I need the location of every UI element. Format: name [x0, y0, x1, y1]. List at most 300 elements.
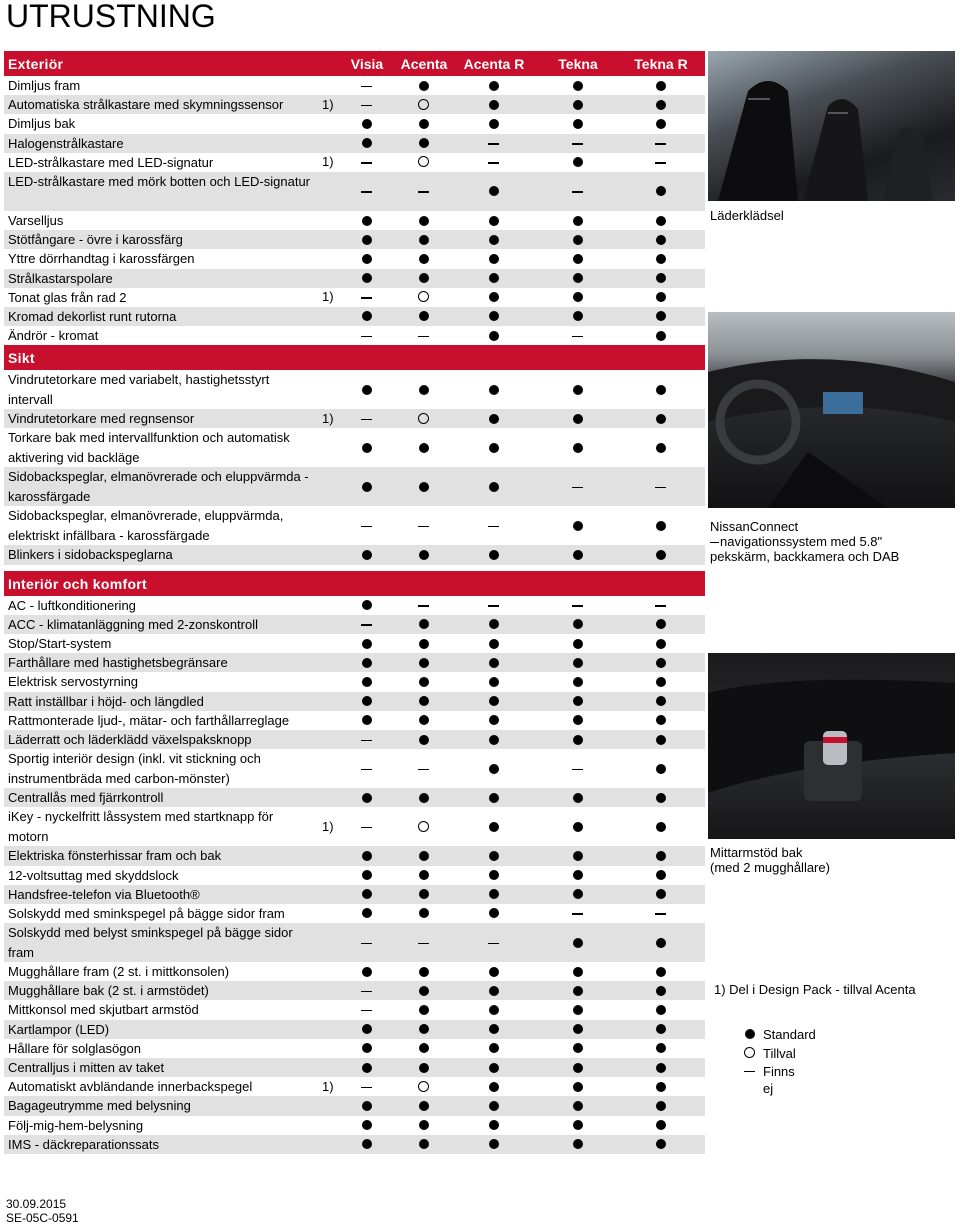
- table-row: [4, 172, 705, 211]
- standard-dot-icon: [571, 155, 585, 169]
- row-label: Yttre dörrhandtag i karossfärgen: [8, 251, 195, 267]
- standard-dot-icon: [654, 329, 668, 343]
- table-row: [4, 269, 705, 288]
- standard-dot-icon: [654, 441, 668, 455]
- standard-dot-icon: [571, 820, 585, 834]
- standard-dot-icon: [571, 1080, 585, 1094]
- optional-circle-icon: [417, 155, 431, 169]
- leather-seats-photo: [708, 51, 955, 201]
- standard-dot-icon: [417, 233, 431, 247]
- standard-dot-icon: [571, 1041, 585, 1055]
- standard-dot-icon: [654, 694, 668, 708]
- standard-dot-icon: [654, 936, 668, 950]
- standard-dot-icon: [417, 733, 431, 747]
- standard-dot-icon: [360, 906, 374, 920]
- standard-dot-icon: [654, 762, 668, 776]
- footnote: 1) Del i Design Pack - tillval Acenta: [714, 982, 916, 997]
- standard-dot-icon: [487, 117, 501, 131]
- optional-circle-icon: [417, 98, 431, 112]
- row-footnote-ref: 1): [322, 154, 334, 170]
- not-available-dash-icon: [360, 617, 374, 631]
- standard-dot-icon: [360, 868, 374, 882]
- standard-dot-icon: [417, 675, 431, 689]
- standard-dot-icon: [654, 733, 668, 747]
- standard-dot-icon: [360, 965, 374, 979]
- standard-dot-icon: [360, 791, 374, 805]
- standard-dot-icon: [417, 214, 431, 228]
- row-label: Ändrör - kromat: [8, 328, 99, 344]
- table-row: [4, 249, 705, 268]
- not-available-dash-icon: [487, 155, 501, 169]
- standard-dot-icon: [360, 480, 374, 494]
- optional-circle-icon: [743, 1046, 757, 1060]
- not-available-dash-icon: [360, 290, 374, 304]
- standard-dot-icon: [654, 548, 668, 562]
- standard-dot-icon: [417, 887, 431, 901]
- equipment-table: [4, 51, 705, 1154]
- standard-dot-icon: [417, 791, 431, 805]
- standard-dot-icon: [360, 656, 374, 670]
- standard-dot-icon: [743, 1027, 757, 1041]
- table-row: [4, 788, 705, 807]
- standard-dot-icon: [571, 791, 585, 805]
- not-available-dash-icon: [571, 598, 585, 612]
- standard-dot-icon: [487, 849, 501, 863]
- standard-dot-icon: [654, 519, 668, 533]
- standard-dot-icon: [360, 309, 374, 323]
- table-row: [4, 634, 705, 653]
- standard-dot-icon: [654, 98, 668, 112]
- footer-date: 30.09.2015: [6, 1197, 67, 1211]
- standard-dot-icon: [654, 1099, 668, 1113]
- legend-label: Standard: [763, 1027, 816, 1042]
- table-row: [4, 981, 705, 1000]
- standard-dot-icon: [360, 383, 374, 397]
- row-label: Vindrutetorkare med variabelt, hastighetsstyrt intervall: [8, 372, 270, 407]
- standard-dot-icon: [654, 214, 668, 228]
- standard-dot-icon: [487, 1118, 501, 1132]
- standard-dot-icon: [571, 675, 585, 689]
- row-label: Stop/Start-system: [8, 636, 112, 651]
- standard-dot-icon: [487, 329, 501, 343]
- row-label: Rattmonterade ljud-, mätar- och farthållarreglage: [8, 712, 290, 728]
- not-available-dash-icon: [654, 155, 668, 169]
- standard-dot-icon: [571, 965, 585, 979]
- row-label: Följ-mig-hem-belysning: [8, 1117, 144, 1133]
- row-label: 12-voltsuttag med skyddslock: [8, 867, 179, 883]
- standard-dot-icon: [654, 271, 668, 285]
- row-footnote-ref: 1): [322, 96, 334, 112]
- not-available-dash-icon: [487, 519, 501, 533]
- row-label: Mugghållare fram (2 st. i mittkonsolen): [8, 964, 230, 980]
- not-available-dash-icon: [417, 936, 431, 950]
- section-title: Sikt: [8, 350, 35, 367]
- standard-dot-icon: [654, 713, 668, 727]
- photo-caption-leather: Läderklädsel: [710, 208, 784, 223]
- photo-caption-armrest: Mittarmstöd bak (med 2 mugghållare): [710, 845, 830, 875]
- standard-dot-icon: [487, 906, 501, 920]
- standard-dot-icon: [360, 1022, 374, 1036]
- table-row: [4, 730, 705, 749]
- standard-dot-icon: [417, 117, 431, 131]
- table-row: [4, 749, 705, 788]
- table-row: [4, 211, 705, 230]
- standard-dot-icon: [654, 1061, 668, 1075]
- standard-dot-icon: [571, 733, 585, 747]
- standard-dot-icon: [360, 1099, 374, 1113]
- standard-dot-icon: [487, 214, 501, 228]
- column-header: Tekna: [558, 56, 598, 72]
- standard-dot-icon: [654, 117, 668, 131]
- table-row: [4, 596, 705, 615]
- standard-dot-icon: [417, 79, 431, 93]
- not-available-dash-icon: [360, 329, 374, 343]
- row-label: Farthållare med hastighetsbegränsare: [8, 655, 228, 671]
- rear-armrest-photo: [708, 653, 955, 839]
- standard-dot-icon: [571, 548, 585, 562]
- not-available-dash-icon: [654, 480, 668, 494]
- not-available-dash-icon: [487, 598, 501, 612]
- standard-dot-icon: [571, 1099, 585, 1113]
- standard-dot-icon: [417, 136, 431, 150]
- standard-dot-icon: [654, 233, 668, 247]
- standard-dot-icon: [417, 617, 431, 631]
- row-label: iKey - nyckelfritt låssystem med startknapp för motorn: [8, 809, 274, 844]
- standard-dot-icon: [571, 519, 585, 533]
- not-available-dash-icon: [571, 184, 585, 198]
- optional-circle-icon: [417, 412, 431, 426]
- not-available-dash-icon: [571, 762, 585, 776]
- not-available-dash-icon: [360, 936, 374, 950]
- standard-dot-icon: [487, 79, 501, 93]
- standard-dot-icon: [487, 441, 501, 455]
- row-label: Strålkastarspolare: [8, 270, 113, 286]
- table-row: [4, 409, 705, 428]
- standard-dot-icon: [654, 79, 668, 93]
- standard-dot-icon: [417, 637, 431, 651]
- standard-dot-icon: [487, 637, 501, 651]
- standard-dot-icon: [654, 656, 668, 670]
- standard-dot-icon: [417, 656, 431, 670]
- standard-dot-icon: [360, 271, 374, 285]
- standard-dot-icon: [417, 271, 431, 285]
- standard-dot-icon: [571, 694, 585, 708]
- standard-dot-icon: [417, 694, 431, 708]
- not-available-dash-icon: [360, 984, 374, 998]
- standard-dot-icon: [487, 1061, 501, 1075]
- standard-dot-icon: [487, 1137, 501, 1151]
- standard-dot-icon: [571, 713, 585, 727]
- standard-dot-icon: [417, 1022, 431, 1036]
- standard-dot-icon: [417, 1137, 431, 1151]
- table-row: [4, 370, 705, 409]
- standard-dot-icon: [417, 1099, 431, 1113]
- row-footnote-ref: 1): [322, 818, 334, 834]
- standard-dot-icon: [487, 1022, 501, 1036]
- standard-dot-icon: [360, 1061, 374, 1075]
- optional-circle-icon: [417, 1080, 431, 1094]
- row-label: Vindrutetorkare med regnsensor: [8, 411, 195, 427]
- standard-dot-icon: [571, 1137, 585, 1151]
- table-row: [4, 153, 705, 172]
- not-available-dash-icon: [417, 762, 431, 776]
- standard-dot-icon: [487, 548, 501, 562]
- row-label: Mittkonsol med skjutbart armstöd: [8, 1002, 199, 1018]
- table-row: [4, 1135, 705, 1154]
- column-header: Visia: [350, 56, 384, 72]
- table-row: [4, 95, 705, 114]
- table-row: [4, 76, 705, 95]
- standard-dot-icon: [571, 637, 585, 651]
- not-available-dash-icon: [417, 519, 431, 533]
- standard-dot-icon: [417, 548, 431, 562]
- row-label: Stötfångare - övre i karossfärg: [8, 232, 183, 248]
- column-header: Acenta: [400, 56, 448, 72]
- not-available-dash-icon: [360, 79, 374, 93]
- standard-dot-icon: [571, 252, 585, 266]
- table-row: [4, 114, 705, 133]
- row-label: Dimljus bak: [8, 116, 76, 132]
- row-label: Kartlampor (LED): [8, 1021, 110, 1037]
- standard-dot-icon: [417, 252, 431, 266]
- standard-dot-icon: [571, 290, 585, 304]
- table-row: [4, 1039, 705, 1058]
- standard-dot-icon: [417, 383, 431, 397]
- standard-dot-icon: [571, 656, 585, 670]
- standard-dot-icon: [654, 252, 668, 266]
- standard-dot-icon: [654, 1080, 668, 1094]
- standard-dot-icon: [654, 868, 668, 882]
- row-label: Ratt inställbar i höjd- och längdled: [8, 693, 204, 709]
- row-label: Centralljus i mitten av taket: [8, 1060, 165, 1075]
- row-label: Tonat glas från rad 2: [8, 289, 127, 305]
- standard-dot-icon: [654, 290, 668, 304]
- section-header: [4, 345, 705, 370]
- row-label: Solskydd med belyst sminkspegel på bägge sidor fram: [8, 925, 293, 960]
- standard-dot-icon: [654, 791, 668, 805]
- row-footnote-ref: 1): [322, 410, 334, 426]
- table-row: [4, 711, 705, 730]
- table-row: [4, 653, 705, 672]
- not-available-dash-icon: [487, 936, 501, 950]
- standard-dot-icon: [571, 309, 585, 323]
- section-title: Exteriör: [8, 56, 64, 72]
- standard-dot-icon: [417, 309, 431, 323]
- table-row: [4, 467, 705, 506]
- row-label: Automatiska strålkastare med skymningssensor: [8, 97, 284, 113]
- not-available-dash-icon: [417, 329, 431, 343]
- not-available-dash-icon: [360, 762, 374, 776]
- standard-dot-icon: [571, 984, 585, 998]
- dashboard-photo: [708, 312, 955, 508]
- row-label: Sidobackspeglar, elmanövrerade och eluppvärmda - karossfärgade: [8, 469, 309, 504]
- standard-dot-icon: [571, 1003, 585, 1017]
- standard-dot-icon: [360, 117, 374, 131]
- standard-dot-icon: [360, 214, 374, 228]
- standard-dot-icon: [487, 412, 501, 426]
- table-row: [4, 428, 705, 467]
- standard-dot-icon: [487, 1041, 501, 1055]
- row-label: Bagageutrymme med belysning: [8, 1098, 191, 1114]
- standard-dot-icon: [571, 936, 585, 950]
- standard-dot-icon: [417, 1003, 431, 1017]
- not-available-dash-icon: [360, 98, 374, 112]
- not-available-dash-icon: [571, 480, 585, 494]
- not-available-dash-icon: [417, 184, 431, 198]
- table-row: [4, 134, 705, 153]
- row-label: Blinkers i sidobackspeglarna: [8, 547, 173, 563]
- not-available-dash-icon: [487, 136, 501, 150]
- standard-dot-icon: [417, 965, 431, 979]
- standard-dot-icon: [487, 184, 501, 198]
- table-row: [4, 904, 705, 923]
- table-row: [4, 1000, 705, 1019]
- standard-dot-icon: [571, 1118, 585, 1132]
- standard-dot-icon: [654, 820, 668, 834]
- standard-dot-icon: [417, 713, 431, 727]
- standard-dot-icon: [654, 184, 668, 198]
- row-label: LED-strålkastare med mörk botten och LED-signatur: [8, 173, 311, 189]
- standard-dot-icon: [487, 733, 501, 747]
- not-available-dash-icon: [743, 1064, 757, 1078]
- standard-dot-icon: [487, 290, 501, 304]
- standard-dot-icon: [417, 984, 431, 998]
- row-label: Hållare för solglasögon: [8, 1040, 141, 1056]
- row-label: Torkare bak med intervallfunktion och automatisk aktivering vid backläge: [8, 430, 290, 465]
- standard-dot-icon: [487, 98, 501, 112]
- row-label: AC - luftkonditionering: [8, 597, 136, 613]
- standard-dot-icon: [487, 820, 501, 834]
- table-row: [4, 307, 705, 326]
- not-available-dash-icon: [360, 519, 374, 533]
- row-label: Varselljus: [8, 212, 64, 228]
- standard-dot-icon: [360, 1137, 374, 1151]
- standard-dot-icon: [487, 617, 501, 631]
- standard-dot-icon: [654, 309, 668, 323]
- optional-circle-icon: [417, 290, 431, 304]
- standard-dot-icon: [571, 1022, 585, 1036]
- standard-dot-icon: [417, 906, 431, 920]
- standard-dot-icon: [487, 762, 501, 776]
- row-label: Halogenstrålkastare: [8, 135, 124, 151]
- standard-dot-icon: [360, 548, 374, 562]
- standard-dot-icon: [571, 849, 585, 863]
- not-available-dash-icon: [360, 184, 374, 198]
- row-label: LED-strålkastare med LED-signatur: [8, 154, 214, 170]
- not-available-dash-icon: [360, 412, 374, 426]
- row-label: Centrallås med fjärrkontroll: [8, 790, 164, 806]
- section-header: [4, 51, 705, 76]
- standard-dot-icon: [487, 309, 501, 323]
- table-row: [4, 807, 705, 846]
- standard-dot-icon: [654, 383, 668, 397]
- standard-dot-icon: [654, 1041, 668, 1055]
- table-row: [4, 506, 705, 545]
- row-label: Solskydd med sminkspegel på bägge sidor fram: [8, 905, 285, 921]
- standard-dot-icon: [360, 637, 374, 651]
- legend-label: Finns ej: [763, 1064, 795, 1096]
- standard-dot-icon: [654, 984, 668, 998]
- row-label: Sportig interiör design (inkl. vit stickning och instrumentbräda med carbon-mönster): [8, 751, 261, 786]
- standard-dot-icon: [571, 233, 585, 247]
- standard-dot-icon: [571, 887, 585, 901]
- standard-dot-icon: [654, 412, 668, 426]
- standard-dot-icon: [417, 441, 431, 455]
- standard-dot-icon: [654, 1003, 668, 1017]
- standard-dot-icon: [487, 480, 501, 494]
- standard-dot-icon: [654, 1137, 668, 1151]
- row-label: ACC - klimatanläggning med 2-zonskontroll: [8, 616, 259, 632]
- table-row: [4, 885, 705, 904]
- standard-dot-icon: [654, 637, 668, 651]
- column-header: Tekna R: [634, 56, 688, 72]
- standard-dot-icon: [360, 675, 374, 689]
- row-label: Elektriska fönsterhissar fram och bak: [8, 848, 222, 864]
- standard-dot-icon: [571, 1061, 585, 1075]
- standard-dot-icon: [654, 617, 668, 631]
- table-row: [4, 923, 705, 962]
- not-available-dash-icon: [360, 1080, 374, 1094]
- standard-dot-icon: [654, 675, 668, 689]
- standard-dot-icon: [417, 1041, 431, 1055]
- table-row: [4, 866, 705, 885]
- standard-dot-icon: [487, 675, 501, 689]
- section-header: [4, 571, 705, 596]
- standard-dot-icon: [487, 656, 501, 670]
- row-label: Elektrisk servostyrning: [8, 674, 139, 690]
- section-title: Interiör och komfort: [8, 575, 148, 592]
- standard-dot-icon: [571, 617, 585, 631]
- table-row: [4, 846, 705, 865]
- standard-dot-icon: [417, 849, 431, 863]
- standard-dot-icon: [487, 1003, 501, 1017]
- table-row: [4, 615, 705, 634]
- standard-dot-icon: [487, 1099, 501, 1113]
- row-label: Kromad dekorlist runt rutorna: [8, 308, 177, 324]
- standard-dot-icon: [360, 1041, 374, 1055]
- table-row: [4, 288, 705, 307]
- standard-dot-icon: [654, 887, 668, 901]
- standard-dot-icon: [487, 694, 501, 708]
- standard-dot-icon: [360, 694, 374, 708]
- not-available-dash-icon: [654, 136, 668, 150]
- standard-dot-icon: [360, 136, 374, 150]
- standard-dot-icon: [487, 984, 501, 998]
- footer-code: SE-05C-0591: [6, 1211, 79, 1225]
- standard-dot-icon: [360, 598, 374, 612]
- standard-dot-icon: [487, 791, 501, 805]
- standard-dot-icon: [360, 233, 374, 247]
- table-row: [4, 1077, 705, 1096]
- row-footnote-ref: 1): [322, 289, 334, 305]
- not-available-dash-icon: [654, 906, 668, 920]
- standard-dot-icon: [417, 1118, 431, 1132]
- standard-dot-icon: [571, 271, 585, 285]
- row-footnote-ref: 1): [322, 1078, 334, 1094]
- footer: [6, 1197, 79, 1225]
- row-label: Handsfree-telefon via Bluetooth®: [8, 886, 200, 902]
- photo-caption-navigation: NissanConnect navigationssystem med 5.8" pekskärm, backkamera och DAB: [710, 519, 900, 564]
- standard-dot-icon: [417, 868, 431, 882]
- column-header: Acenta R: [463, 56, 525, 72]
- table-row: [4, 1020, 705, 1039]
- optional-circle-icon: [417, 820, 431, 834]
- table-row: [4, 545, 705, 564]
- standard-dot-icon: [654, 1118, 668, 1132]
- row-label: Sidobackspeglar, elmanövrerade, eluppvärmda, elektriskt infällbara - karossfärgade: [8, 508, 284, 543]
- legend-label: Tillval: [763, 1045, 796, 1061]
- standard-dot-icon: [487, 868, 501, 882]
